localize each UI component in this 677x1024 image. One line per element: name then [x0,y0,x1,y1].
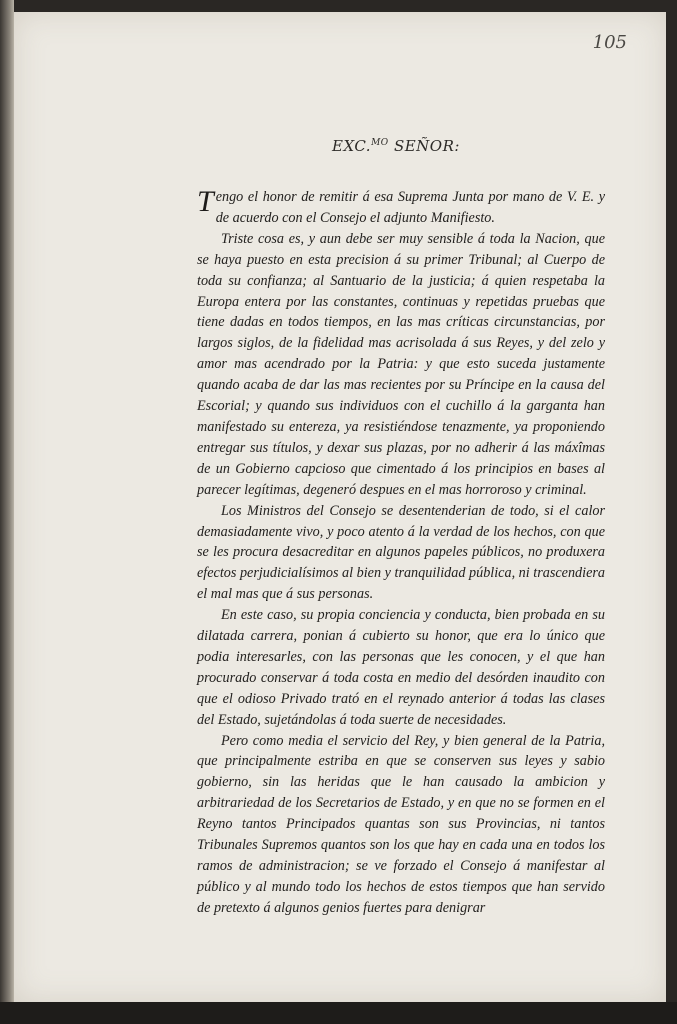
paragraph-4: En este caso, su propia conciencia y conducta, bien probada en su dilatada carrera, ponian á cubierto su honor, que era lo único que podia interesarles, con las personas que les conocen, y el que han procurado conservar á toda costa en medio del desórden inaudito con que el odioso Privado trató en el reynado anterior á todas las clases del Estado, sujetándolas á toda suerte de necesidades. [197,607,605,728]
paragraph-3: Los Ministros del Consejo se desentenderian de todo, si el calor demasiadamente vivo, y poco atento á la verdad de los hechos, con que se les procura desacreditar en algunos papeles públicos, no produxera efectos perjudicialísimos al bien y tranquilidad pública, ni trascendiera el mal mas que á sus personas. [197,502,605,603]
salutation-prefix: EXC. [332,137,372,155]
salutation-suffix: SEÑOR: [388,137,460,155]
salutation-superscript: MO [371,138,389,148]
drop-cap: T [197,185,214,218]
paragraph-1 [197,187,605,229]
page-number: 105 [592,32,627,53]
letter-salutation [200,137,500,155]
paragraph-1-text: engo el honor de remitir á esa Suprema Junta por mano de V. E. y de acuerdo con el Consejo el adjunto Manifiesto. [215,189,605,226]
paragraph-5: Pero como media el servicio del Rey, y bien general de la Patria, que principalmente estriba en que se conserven sus leyes y sabio gobierno, sin las heridas que le han causado la ambicion y arbitrariedad de los Secretarios de Estado, y en que no se formen en el Reyno tantos Principados quantas son sus Provincias, ni tantos Tribunales Supremos quantos son los que hay en cada una en todos los ramos de administracion; se ve forzado el Consejo á manifestar al público y al mundo todo los hechos de estos tiempos que han servido de pretexto á algunos genios fuertes para denigrar [197,732,605,916]
letter-body [197,187,605,919]
book-spine-edge [0,0,14,1024]
paragraph-2: Triste cosa es, y aun debe ser muy sensible á toda la Nacion, que se haya puesto en esta precision á su primer Tribunal; al Cuerpo de toda su confianza; al Santuario de la justicia; á quien respetaba la Europa entera por las constantes, continuas y repetidas pruebas que tiene dadas en todos tiempos, en las mas críticas circunstancias, por largos siglos, de la fidelidad mas acrisolada á sus Reyes, y del zelo y amor mas acendrado por la Patria: y que esto suceda justamente quando acaba de dar las mas recientes por su Príncipe en la causa del Escorial; y quando sus individuos con el cuchillo á la garganta han manifestado su entereza, ya resistiéndose tenazmente, ya proponiendo entregar sus títulos, y dexar sus plazas, por no adherir á las máxîmas de un Gobierno capcioso que cimentado á los principios en bases al parecer legítimas, degeneró despues en el mas horroroso y criminal. [197,230,605,498]
bottom-edge [0,1002,677,1024]
